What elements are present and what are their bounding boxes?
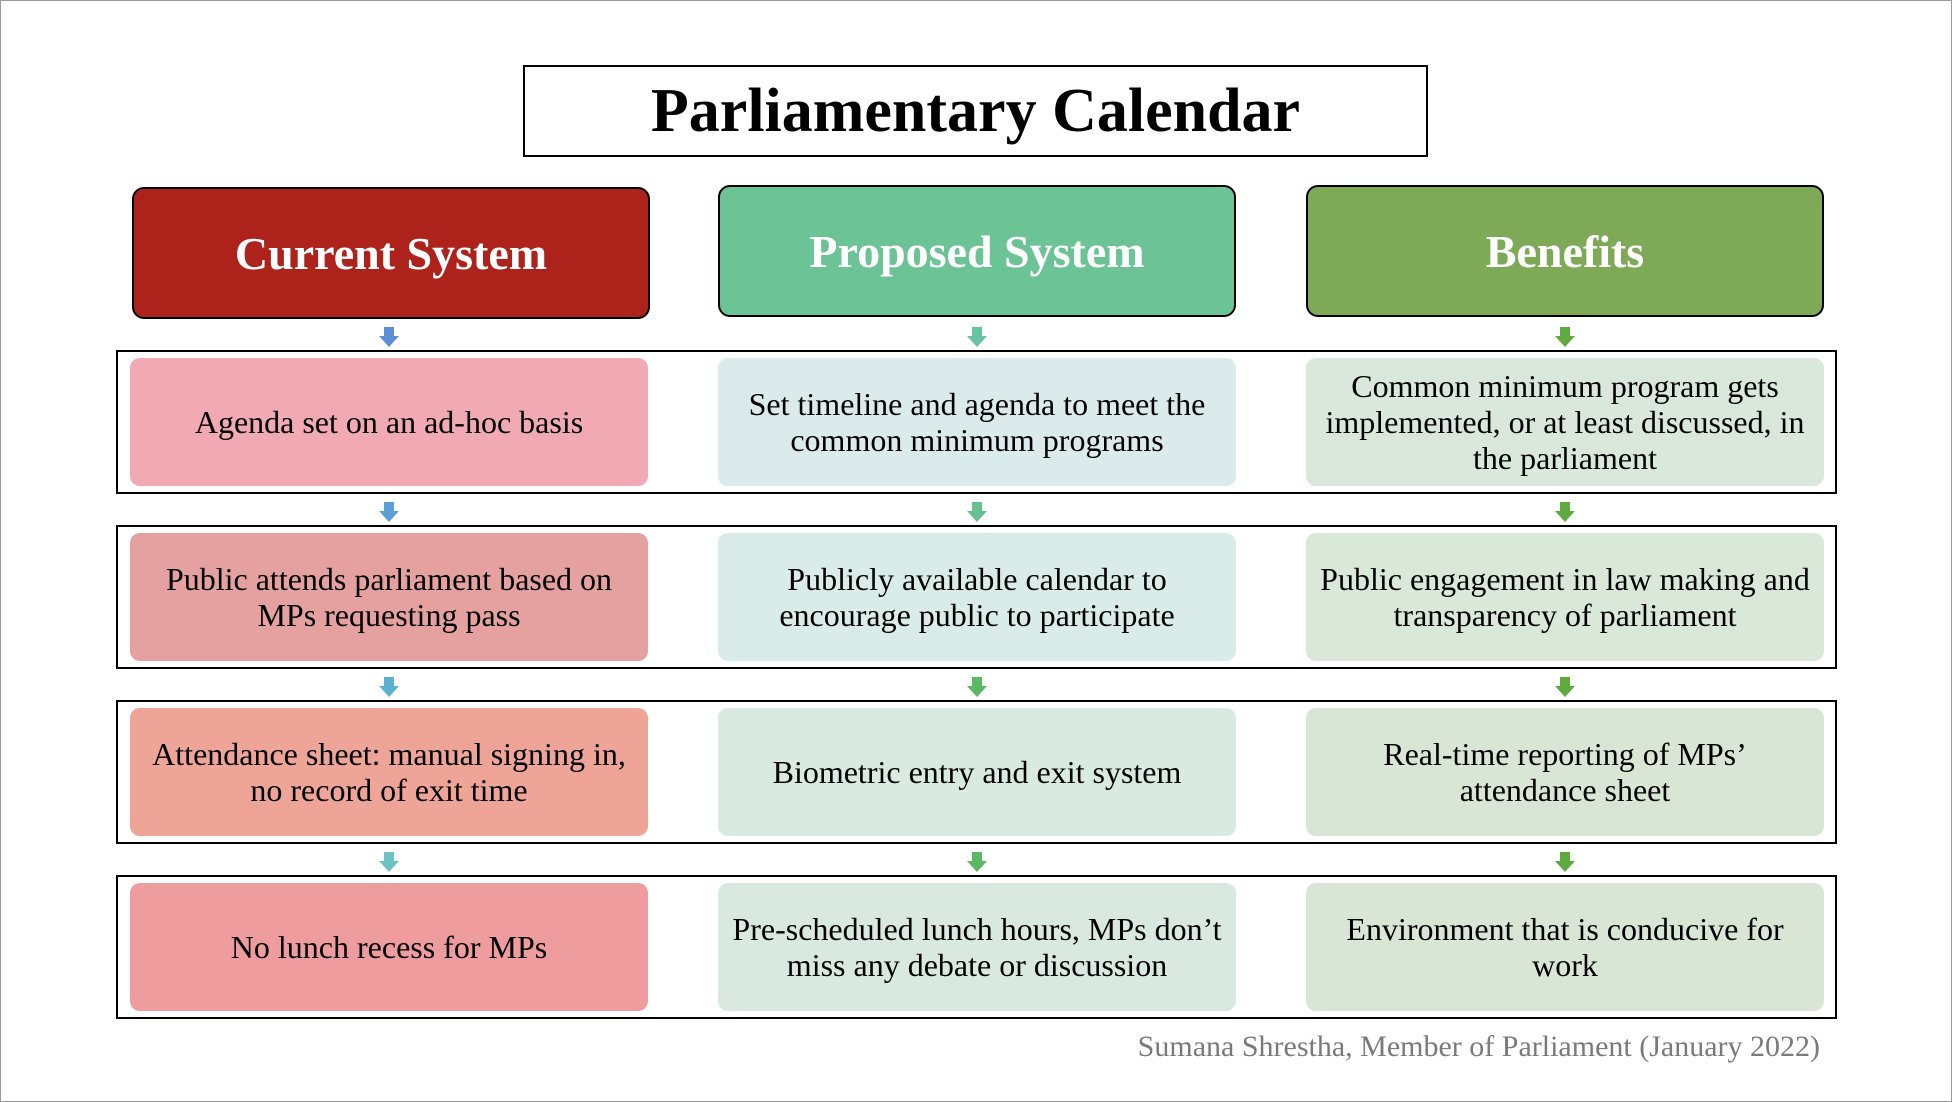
footer-credit: Sumana Shrestha, Member of Parliament (January 2022)	[1137, 1030, 1820, 1063]
cell-proposed-system: Set timeline and agenda to meet the common minimum programs	[718, 358, 1236, 486]
down-arrow-icon	[1555, 852, 1575, 872]
down-arrow-icon	[1555, 327, 1575, 347]
down-arrow-icon	[379, 502, 399, 522]
cell-current-system: Attendance sheet: manual signing in, no record of exit time	[130, 708, 648, 836]
down-arrow-icon	[1555, 677, 1575, 697]
cell-proposed-system: Pre-scheduled lunch hours, MPs don’t miss any debate or discussion	[718, 883, 1236, 1011]
down-arrow-icon	[379, 327, 399, 347]
cell-current-system: No lunch recess for MPs	[130, 883, 648, 1011]
down-arrow-icon	[967, 502, 987, 522]
cell-benefits: Real-time reporting of MPs’ attendance sheet	[1306, 708, 1824, 836]
header-current-system: Current System	[132, 187, 650, 319]
cell-proposed-system: Publicly available calendar to encourage public to participate	[718, 533, 1236, 661]
cell-benefits: Environment that is conducive for work	[1306, 883, 1824, 1011]
down-arrow-icon	[1555, 502, 1575, 522]
cell-current-system: Public attends parliament based on MPs requesting pass	[130, 533, 648, 661]
down-arrow-icon	[967, 677, 987, 697]
down-arrow-icon	[379, 852, 399, 872]
header-benefits: Benefits	[1306, 185, 1824, 317]
cell-benefits: Common minimum program gets implemented, or at least discussed, in the parliament	[1306, 358, 1824, 486]
down-arrow-icon	[967, 852, 987, 872]
page-title: Parliamentary Calendar	[523, 65, 1428, 157]
header-proposed-system: Proposed System	[718, 185, 1236, 317]
cell-current-system: Agenda set on an ad-hoc basis	[130, 358, 648, 486]
down-arrow-icon	[379, 677, 399, 697]
cell-proposed-system: Biometric entry and exit system	[718, 708, 1236, 836]
cell-benefits: Public engagement in law making and transparency of parliament	[1306, 533, 1824, 661]
down-arrow-icon	[967, 327, 987, 347]
